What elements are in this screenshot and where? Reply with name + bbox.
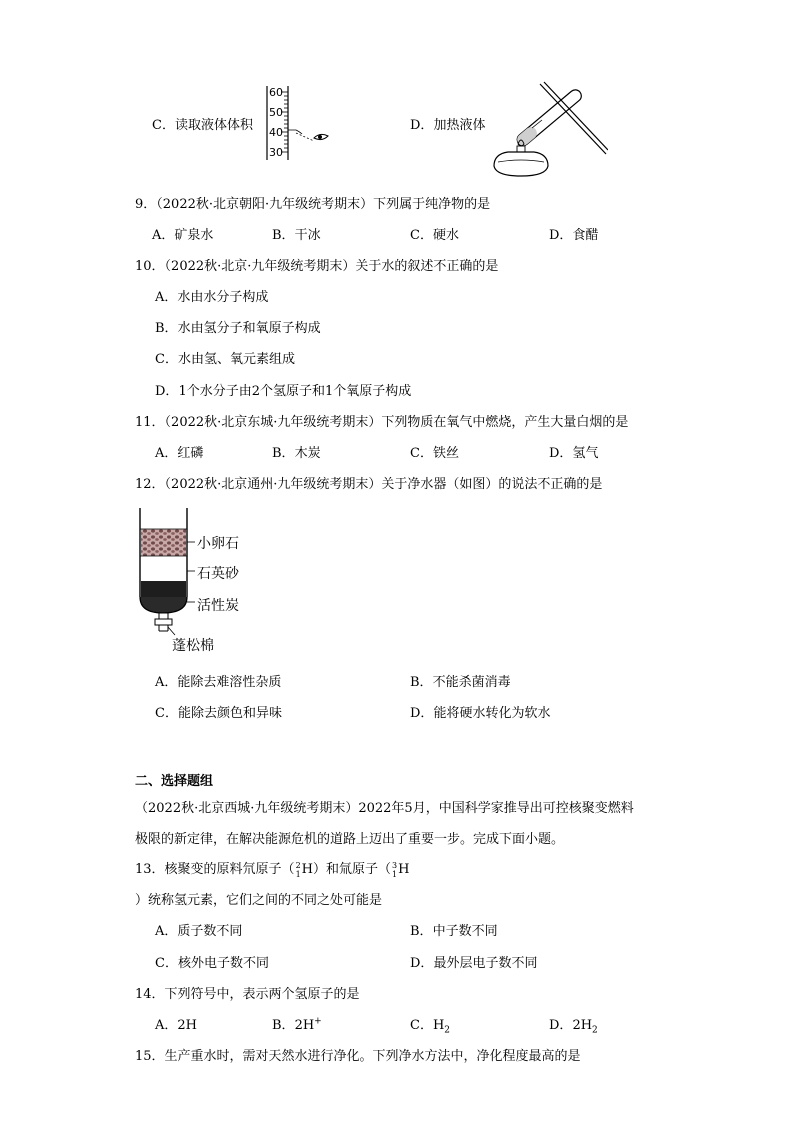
option-label: D． xyxy=(549,446,573,461)
option-text: 中子数不同 xyxy=(432,924,498,939)
figure-label-pebbles: 小卵石 xyxy=(197,536,239,552)
option-label: B． xyxy=(272,1018,295,1033)
option-text: 能除去颜色和异味 xyxy=(177,706,282,721)
subscript: 2 xyxy=(592,1025,598,1036)
option-text: 红磷 xyxy=(177,446,204,461)
heating-liquid-figure xyxy=(488,74,608,180)
option-b[interactable] xyxy=(155,317,321,336)
option-text: 硬水 xyxy=(432,228,459,243)
question-stem-part: 核聚变的原料氘原子（ xyxy=(164,862,295,877)
option-c[interactable] xyxy=(410,224,459,243)
option-a[interactable] xyxy=(152,224,213,243)
option-d[interactable] xyxy=(155,380,411,399)
option-text: 木炭 xyxy=(294,446,321,461)
option-d[interactable] xyxy=(410,702,550,721)
question-stem: 下列物质在氧气中燃烧，产生大量白烟的是 xyxy=(381,415,629,430)
atomic-number: 1 xyxy=(295,869,301,879)
question-stem-part: ）和氚原子（ xyxy=(313,862,392,877)
question-number: 11． xyxy=(135,415,165,430)
tick-label: 30 xyxy=(269,146,283,159)
option-label: C． xyxy=(152,118,175,133)
option-a[interactable] xyxy=(155,1014,197,1033)
mass-number: 3 xyxy=(392,860,398,870)
option-c[interactable] xyxy=(155,952,269,971)
option-text: 读取液体体积 xyxy=(174,118,253,133)
option-label: A． xyxy=(155,290,178,305)
tick-label: 40 xyxy=(269,126,283,139)
option-b[interactable] xyxy=(272,1014,322,1033)
option-c[interactable] xyxy=(410,1014,450,1036)
option-c[interactable] xyxy=(410,442,459,461)
option-text: 氢气 xyxy=(572,446,599,461)
option-d[interactable] xyxy=(549,224,598,243)
option-label: B． xyxy=(272,446,295,461)
option-a[interactable] xyxy=(155,442,203,461)
option-d[interactable] xyxy=(410,952,537,971)
option-text: 加热液体 xyxy=(433,118,486,133)
question-number: 9． xyxy=(135,197,157,212)
option-text: 1个水分子由2个氢原子和1个氧原子构成 xyxy=(178,384,412,399)
option-text: 水由氢、氧元素组成 xyxy=(177,352,295,367)
option-text: 水由氢分子和氧原子构成 xyxy=(177,321,321,336)
option-label: C． xyxy=(410,446,433,461)
question-12 xyxy=(135,473,602,492)
question-number: 13． xyxy=(135,862,165,877)
option-text: 核外电子数不同 xyxy=(177,956,269,971)
option-text: H xyxy=(432,1018,445,1033)
tick-label: 60 xyxy=(269,86,283,99)
option-c[interactable] xyxy=(155,702,282,721)
question-15 xyxy=(135,1045,581,1064)
question-13-continuation: ）统称氢元素，它们之间的不同之处可能是 xyxy=(135,893,383,908)
option-text: 水由水分子构成 xyxy=(177,290,269,305)
option-label: A． xyxy=(155,675,178,690)
option-label: D． xyxy=(410,118,434,133)
eye-icon xyxy=(314,134,328,139)
question-number: 12． xyxy=(135,477,165,492)
question-source: （2022秋·北京·九年级统考期末） xyxy=(164,259,356,274)
question-source: （2022秋·北京朝阳·九年级统考期末） xyxy=(156,197,374,212)
option-label: D． xyxy=(155,384,179,399)
option-label: C． xyxy=(155,956,178,971)
question-number: 10． xyxy=(135,259,165,274)
option-text: 不能杀菌消毒 xyxy=(432,675,511,690)
q8-option-d xyxy=(410,114,485,133)
option-d[interactable] xyxy=(549,442,598,461)
option-label: A． xyxy=(155,924,178,939)
section-heading: 二、选择题组 xyxy=(135,774,214,789)
section-intro-line2: 极限的新定律，在解决能源危机的道路上迈出了重要一步。完成下面小题。 xyxy=(135,832,565,847)
option-label: D． xyxy=(549,228,573,243)
option-text: 矿泉水 xyxy=(174,228,214,243)
option-text: 质子数不同 xyxy=(177,924,243,939)
option-text: 最外层电子数不同 xyxy=(433,956,538,971)
isotope-notation xyxy=(392,861,397,879)
question-11 xyxy=(135,411,628,430)
option-text: 2H xyxy=(572,1018,593,1033)
question-10 xyxy=(135,255,498,274)
question-stem: 下列属于纯净物的是 xyxy=(373,197,491,212)
option-label: A． xyxy=(155,1018,178,1033)
option-text: 2H xyxy=(177,1018,197,1033)
section-intro-line1: （2022秋·北京西城·九年级统考期末）2022年5月，中国科学家推导出可控核聚变燃料 xyxy=(135,801,634,816)
charge-superscript: + xyxy=(314,1016,322,1027)
option-label: B． xyxy=(155,321,178,336)
figure-label-cotton: 蓬松棉 xyxy=(172,638,214,654)
question-source: （2022秋·北京通州·九年级统考期末） xyxy=(164,477,382,492)
question-number: 15． xyxy=(135,1049,165,1064)
question-number: 14． xyxy=(135,987,165,1002)
option-text: 能除去难溶性杂质 xyxy=(177,675,282,690)
question-source: （2022秋·北京东城·九年级统考期末） xyxy=(164,415,382,430)
option-label: C． xyxy=(410,228,433,243)
option-label: C． xyxy=(155,352,178,367)
option-label: B． xyxy=(410,924,433,939)
option-c[interactable] xyxy=(155,348,295,367)
option-d[interactable] xyxy=(549,1014,598,1036)
option-text: 食醋 xyxy=(572,228,599,243)
option-a[interactable] xyxy=(155,671,281,690)
question-stem: 下列符号中，表示两个氢原子的是 xyxy=(164,987,360,1002)
figure-label-activated-carbon: 活性炭 xyxy=(197,598,239,614)
option-text: 干冰 xyxy=(294,228,321,243)
option-b[interactable] xyxy=(272,224,321,243)
mass-number: 2 xyxy=(295,860,301,870)
water-purifier-figure xyxy=(135,505,199,645)
option-label: D． xyxy=(549,1018,573,1033)
question-stem: 关于水的叙述不正确的是 xyxy=(355,259,499,274)
option-label: A． xyxy=(155,446,178,461)
option-label: A． xyxy=(152,228,175,243)
option-label: B． xyxy=(272,228,295,243)
question-9 xyxy=(135,193,490,212)
option-b[interactable] xyxy=(272,442,321,461)
option-label: C． xyxy=(155,706,178,721)
option-text: 能将硬水转化为软水 xyxy=(433,706,551,721)
option-text: 铁丝 xyxy=(432,446,459,461)
question-13 xyxy=(135,858,409,879)
option-a[interactable] xyxy=(155,920,242,939)
question-stem: 生产重水时，需对天然水进行净化。下列净水方法中，净化程度最高的是 xyxy=(164,1049,581,1064)
option-label: B． xyxy=(410,675,433,690)
option-a[interactable] xyxy=(155,286,268,305)
option-b[interactable] xyxy=(410,671,511,690)
option-label: D． xyxy=(410,706,434,721)
question-14 xyxy=(135,983,360,1002)
graduated-cylinder-figure xyxy=(262,84,342,164)
figure-label-quartz-sand: 石英砂 xyxy=(197,566,239,582)
option-label: D． xyxy=(410,956,434,971)
question-stem: 关于净水器（如图）的说法不正确的是 xyxy=(381,477,603,492)
q8-option-c xyxy=(152,114,253,133)
element-symbol: H xyxy=(301,862,313,877)
tick-label: 50 xyxy=(269,106,283,119)
isotope-notation xyxy=(296,861,301,879)
option-label: C． xyxy=(410,1018,433,1033)
option-b[interactable] xyxy=(410,920,498,939)
subscript: 2 xyxy=(444,1025,451,1036)
option-text: 2H xyxy=(294,1018,315,1033)
atomic-number: 1 xyxy=(392,869,398,879)
element-symbol: H xyxy=(398,862,410,877)
